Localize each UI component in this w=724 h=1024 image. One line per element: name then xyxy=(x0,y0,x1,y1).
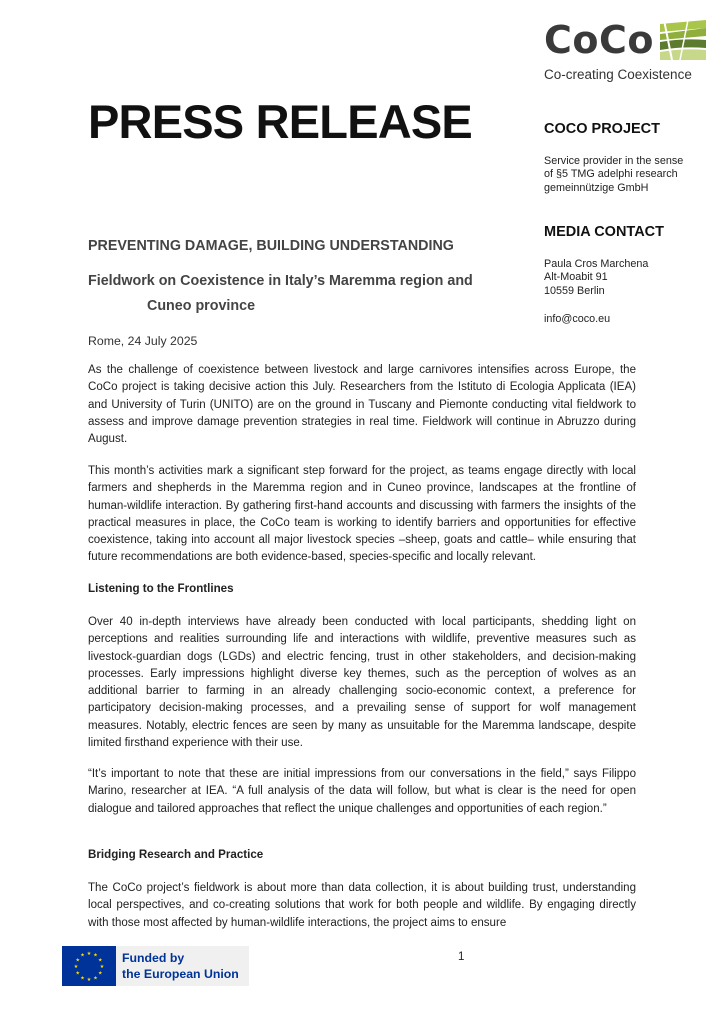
project-text: Service provider in the sense of §5 TMG adelphi research gemeinnützige GmbH xyxy=(544,155,684,194)
svg-text:★: ★ xyxy=(98,970,103,977)
subtitle-line-1: Fieldwork on Coexistence in Italy’s Maremma region and xyxy=(88,273,473,289)
coco-logo-mark-icon xyxy=(658,18,708,62)
subtitle-line-2: Cuneo province xyxy=(147,298,256,314)
coco-logo-wordmark: CoCo xyxy=(544,18,654,62)
svg-text:★: ★ xyxy=(98,957,103,964)
dateline: Rome, 24 July 2025 xyxy=(88,334,198,348)
svg-text:★: ★ xyxy=(80,975,85,982)
svg-text:★: ★ xyxy=(73,964,79,970)
contact-email-link[interactable]: info@coco.eu xyxy=(544,313,611,325)
media-contact-heading: MEDIA CONTACT xyxy=(544,224,665,240)
paragraph-interviews: Over 40 in-depth interviews have already been conducted with local participants, shedding light on perceptions and realities surrounding life and interactions with wildlife, preventive measures such as livestock-guardian dogs (LGDs) and electric fencing, trust in other stakeholders, and decision-making processes. Early impressions highlight diverse key themes, such as the perception of wolves as an additional barrier to farming in an already challenging socio-economic context, a preference for participatory decision-making processes, and a prevailing sense of support for wolf management measures. Notably, electric fences are seen by many as unsuitable for the Maremma landscape, despite limited firsthand experience with their use. xyxy=(88,616,636,749)
svg-text:★: ★ xyxy=(75,970,80,977)
paragraph-quote: “It’s important to note that these are initial impressions from our conversations in the field,” says Filippo Marino, researcher at IEA. “A full analysis of the data will follow, but what is clear is the need for open dialogue and tailored approaches that reflect the unique challenges and opportunities of each region.” xyxy=(88,768,636,815)
section-heading-research: Bridging Research and Practice xyxy=(88,848,264,861)
paragraph-intro: As the challenge of coexistence between livestock and large carnivores intensifies across Europe, the CoCo project is taking decisive action this July. Researchers from the Istituto di Ecologia Applicata (IEA) and University of Turin (UNITO) are on the ground in Tuscany and Piemonte conducting vital fieldwork to assess and improve damage prevention strategies in real time. Fieldwork will continue in Abruzzo during August. xyxy=(88,364,636,445)
paragraph-activities: This month’s activities mark a significant step forward for the project, as teams engage directly with local farmers and shepherds in the Maremma region and in Cuneo province, landscapes at the frontline of human-wildlife interaction. By gathering first-hand accounts and discussing with farmers the insights of the practical measures in place, the CoCo team is working to identify barriers and opportunities for effective coexistence, taking into account all major livestock species –sheep, goats and cattle– while ensuring that future recommendations are both evidence-based, species-specific and locally relevant. xyxy=(88,465,636,564)
media-contact-text: Paula Cros Marchena Alt-Moabit 91 10559 Berlin xyxy=(544,258,649,297)
svg-text:★: ★ xyxy=(93,975,98,982)
svg-text:★: ★ xyxy=(86,951,92,957)
svg-text:★: ★ xyxy=(75,957,80,964)
svg-text:★: ★ xyxy=(80,952,85,959)
page-title: PRESS RELEASE xyxy=(88,95,472,148)
eu-funding-text: Funded by the European Union xyxy=(122,951,239,981)
subheading: PREVENTING DAMAGE, BUILDING UNDERSTANDING xyxy=(88,238,454,254)
paragraph-fieldwork: The CoCo project’s fieldwork is about more than data collection, it is about building trust, understanding local perspectives, and co-creating solutions that work for both people and wildlife. By engaging directly with those most affected by human-wildlife interactions, the project aims to ensure xyxy=(88,882,636,929)
eu-flag-icon xyxy=(62,946,116,986)
svg-text:★: ★ xyxy=(86,977,92,983)
svg-text:★: ★ xyxy=(99,964,105,970)
page-number: 1 xyxy=(458,951,465,963)
project-heading: COCO PROJECT xyxy=(544,121,661,137)
svg-text:★: ★ xyxy=(93,952,98,959)
coco-tagline: Co-creating Coexistence xyxy=(544,67,692,82)
section-heading-frontlines: Listening to the Frontlines xyxy=(88,582,234,595)
